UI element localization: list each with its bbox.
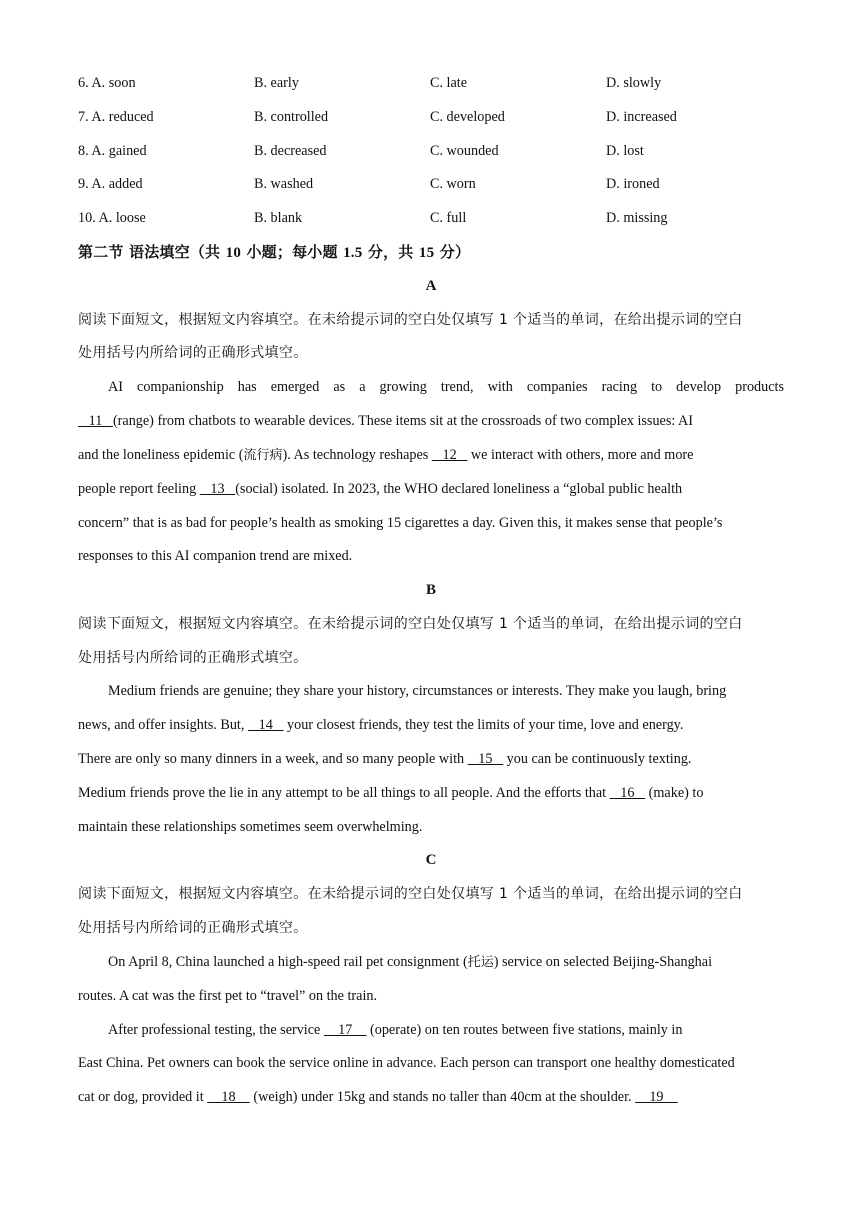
option-d: D. lost [606, 143, 644, 159]
passage-b-line-5: maintain these relationships sometimes seem overwhelming. [78, 819, 423, 835]
text: ). As technology reshapes [282, 447, 432, 463]
passage-c-line-4: East China. Pet owners can book the service online in advance. Each person can transport one healthy domesticated [78, 1055, 735, 1071]
text: Medium friends prove the lie in any attempt to be all things to all people. And the efforts that [78, 785, 610, 801]
passage-b-line-4 [78, 782, 784, 804]
blank-16[interactable]: 16 [609, 785, 646, 801]
option-b: B. blank [254, 210, 303, 226]
passage-a-line-5: concern” that is as bad for people’s health as smoking 15 cigarettes a day. Given this, it makes sense that people’s [78, 515, 723, 531]
option-a: 7. A. reduced [78, 109, 154, 125]
title-count: 10 [225, 245, 242, 261]
instruction-line-2: 处用括号内所给词的正确形式填空。 [78, 345, 308, 361]
blank-14[interactable]: 14 [247, 717, 284, 733]
instruction-line-1: 阅读下面短文，根据短文内容填空。在未给提示词的空白处仅填写 1 个适当的单词，在给出提示词的空白 [78, 886, 743, 902]
blank-19[interactable]: 19 [635, 1089, 678, 1105]
passage-c-line-3 [78, 1019, 784, 1041]
text: (operate) on ten routes between five stations, mainly in [366, 1022, 683, 1038]
option-c: C. full [430, 210, 467, 226]
option-a: 10. A. loose [78, 210, 146, 226]
option-c: C. late [430, 75, 468, 91]
chinese-gloss: 托运 [467, 955, 494, 970]
passage-c-line-5 [78, 1086, 784, 1108]
title-score-total: 15 [418, 245, 435, 261]
option-d: D. increased [606, 109, 677, 125]
passage-a-line-3 [78, 444, 784, 467]
title-part: 分，共 [362, 243, 419, 261]
text: news, and offer insights. But, [78, 717, 248, 733]
text: and the loneliness epidemic ( [78, 447, 244, 463]
passage-b-letter: B [425, 582, 436, 598]
passage-b-line-3 [78, 748, 784, 770]
option-c: C. wounded [430, 143, 499, 159]
blank-18[interactable]: 18 [207, 1089, 250, 1105]
text: (social) isolated. In 2023, the WHO declared loneliness a “global public health [235, 481, 683, 497]
title-part: 分） [434, 243, 471, 261]
option-b: B. early [254, 75, 299, 91]
text: (make) to [645, 785, 704, 801]
text: your closest friends, they test the limits of your time, love and energy. [283, 717, 684, 733]
text: There are only so many dinners in a week, and so many people with [78, 751, 468, 767]
text: you can be continuously texting. [503, 751, 692, 767]
option-row-6 [78, 73, 784, 93]
passage-a-line-2 [78, 410, 784, 432]
blank-15[interactable]: 15 [467, 751, 504, 767]
option-row-7 [78, 107, 784, 127]
chinese-gloss: 流行病 [243, 448, 283, 463]
option-a: 9. A. added [78, 176, 143, 192]
blank-13[interactable]: 13 [199, 481, 236, 497]
option-a: 8. A. gained [78, 143, 147, 159]
passage-c-line-1 [78, 951, 784, 974]
option-b: B. washed [254, 176, 314, 192]
option-d: D. slowly [606, 75, 662, 91]
section-title [78, 241, 470, 264]
text: cat or dog, provided it [78, 1089, 208, 1105]
passage-b-line-1: Medium friends are genuine; they share your history, circumstances or interests. They make you laugh, bring [108, 683, 727, 699]
option-c: C. worn [430, 176, 476, 192]
option-d: D. missing [606, 210, 668, 226]
instruction-line-2: 处用括号内所给词的正确形式填空。 [78, 920, 308, 936]
blank-11[interactable]: 11 [78, 413, 113, 429]
option-row-10 [78, 208, 784, 228]
passage-a-line-6: responses to this AI companion trend are mixed. [78, 548, 353, 564]
blank-17[interactable]: 17 [323, 1022, 367, 1038]
text: ) service on selected Beijing-Shanghai [493, 954, 713, 970]
passage-b-line-2 [78, 714, 784, 736]
instruction-line-1: 阅读下面短文，根据短文内容填空。在未给提示词的空白处仅填写 1 个适当的单词，在给出提示词的空白 [78, 312, 743, 328]
option-a: 6. A. soon [78, 75, 136, 91]
text: (range) from chatbots to wearable devices. These items sit at the crossroads of two complex issues: AI [112, 413, 694, 429]
option-c: C. developed [430, 109, 505, 125]
text: On April 8, China launched a high-speed rail pet consignment ( [108, 954, 468, 970]
passage-c-line-2: routes. A cat was the first pet to “travel” on the train. [78, 988, 378, 1004]
title-part: 第二节 语法填空（共 [78, 243, 226, 261]
option-row-9 [78, 174, 784, 194]
title-score-each: 1.5 [343, 245, 363, 261]
instruction-line-2: 处用括号内所给词的正确形式填空。 [78, 650, 308, 666]
passage-a-line-1: AI companionship has emerged as a growing trend, with companies racing to develop products [108, 379, 784, 395]
option-row-8 [78, 141, 784, 161]
blank-12[interactable]: 12 [431, 447, 468, 463]
instruction-line-1: 阅读下面短文，根据短文内容填空。在未给提示词的空白处仅填写 1 个适当的单词，在给出提示词的空白 [78, 616, 743, 632]
option-b: B. controlled [254, 109, 329, 125]
text: we interact with others, more and more [467, 447, 694, 463]
text: people report feeling [78, 481, 200, 497]
option-d: D. ironed [606, 176, 660, 192]
passage-c-letter: C [425, 852, 437, 868]
passage-a-letter: A [425, 278, 437, 294]
text: After professional testing, the service [108, 1022, 324, 1038]
text: (weigh) under 15kg and stands no taller than 40cm at the shoulder. [249, 1089, 636, 1105]
passage-a-line-4 [78, 478, 784, 500]
option-b: B. decreased [254, 143, 327, 159]
title-part: 小题；每小题 [241, 243, 344, 261]
